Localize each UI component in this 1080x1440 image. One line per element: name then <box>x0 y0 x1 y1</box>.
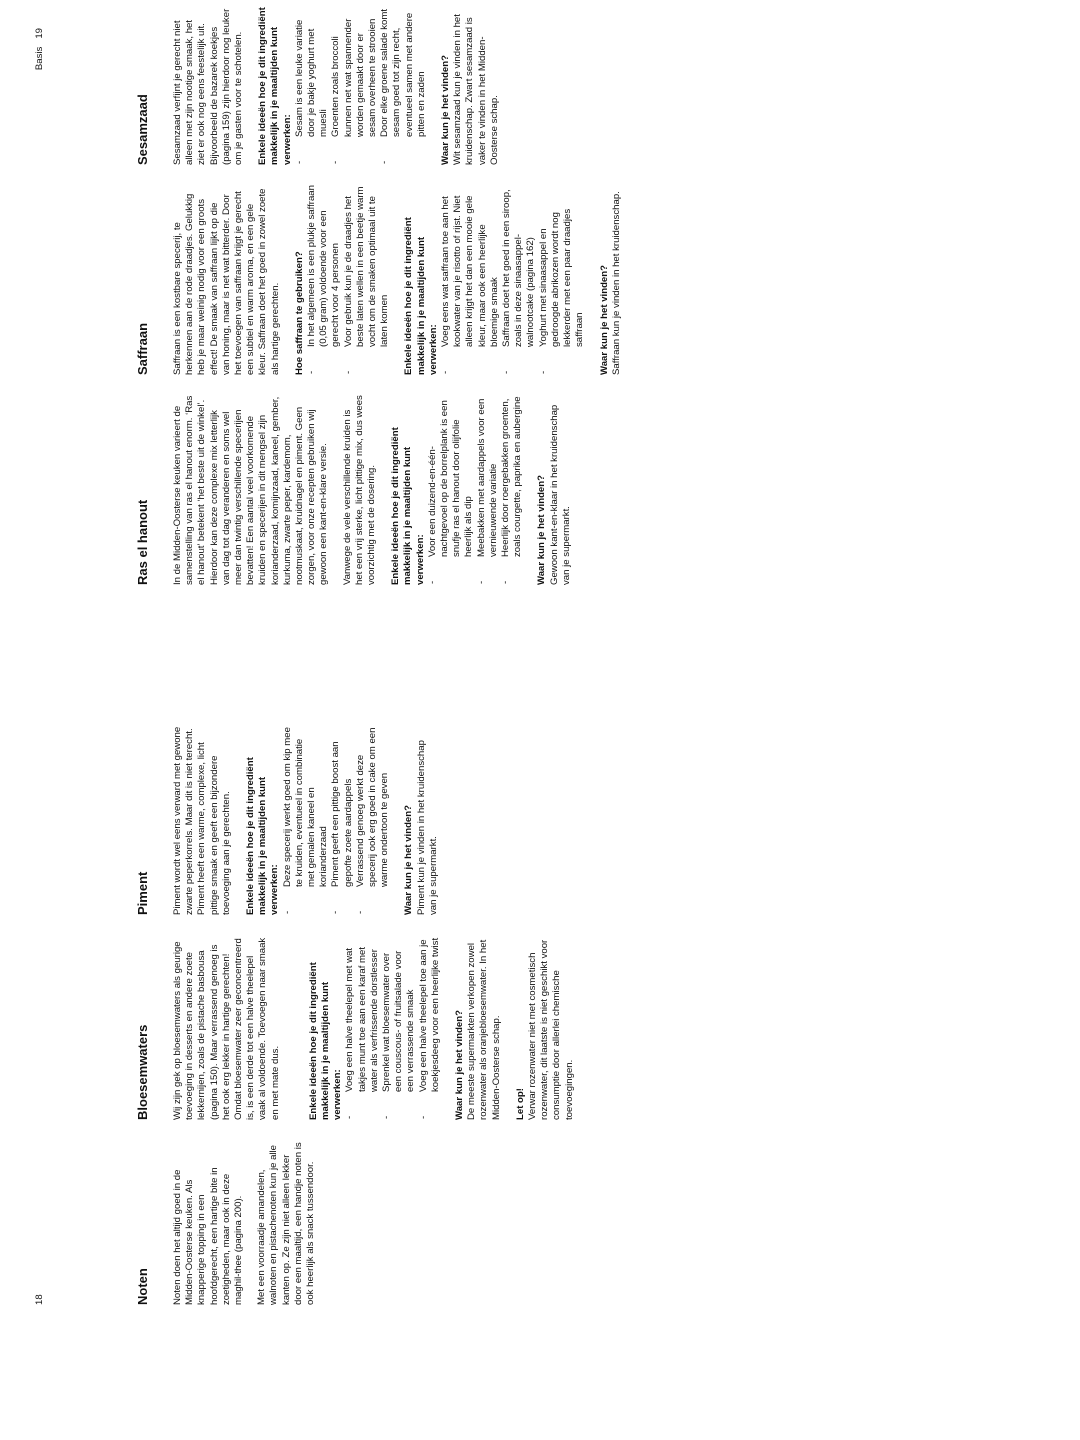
where-heading: Waar kun je het vinden? <box>454 1010 466 1120</box>
list-item: - Heerlijk door roergebakken groenten, zoals courgette, paprika en aubergine <box>500 395 524 585</box>
paragraph: In de Midden-Oosterse keuken varieert de samenstelling van ras el hanout enorm. ‘Ras el hanout’ betekent ‘het beste uit de winkel’. Hierdoor kan deze complexe mix letterlijk van dag tot dag veranderen en soms wel meer dan twintig verschillende specerijen bevatten! Een aantal veel voorkomende kruiden en specerijen in dit mengsel zijn korianderzaad, komijnzaad, kaneel, gember, kurkuma, zwarte peper, kardemom, nootmuskaat, kruidnagel en piment. Geen zorgen, voor onze recepten gebruiken wij gewoon een kant-en-klare versie. <box>172 395 330 585</box>
note-heading: Let op! <box>514 1088 526 1120</box>
list-item: - Door elke groene salade komt sesam goed tot zijn recht, eventueel samen met andere pitten en zaden <box>379 5 428 165</box>
ideas-list <box>294 5 428 165</box>
list-item: - Voeg eens wat saffraan toe aan het kookwater van je risotto of rijst. Niet alleen krijgt het dan een mooie gele kleur, maar ook een heerlijke bloemige smaak <box>440 185 501 375</box>
column-noten <box>135 1140 328 1305</box>
list-item: - In het algemeen is een plukje saffraan (0,05 gram) voldoende voor een gerecht voor 4 personen <box>306 185 343 375</box>
where-heading: Waar kun je het vinden? <box>403 805 415 915</box>
left-page <box>0 720 1080 1440</box>
ideas-list <box>344 935 442 1120</box>
ideas-list <box>282 725 392 915</box>
list-item: - Sesam is een leuke variatie door je bakje yoghurt met muesli <box>294 5 331 165</box>
ideas-heading: Enkele ideeën hoe je dit ingrediënt makkelijk in je maaltijden kunt verwerken: <box>245 757 281 915</box>
ideas-list <box>440 185 586 375</box>
list-item: - Voor een duizend-en-één-nachtgevoel op de borrelplank is een snufje ras el hanout door olijfolie heerlijk als dip <box>427 395 476 585</box>
page-number-right: 19 <box>34 28 45 39</box>
where-text: Wit sesamzaad kun je vinden in het kruidenschap. Zwart sesamzaad is vaker te vinden in het Midden-Oosterse schap. <box>452 14 500 165</box>
ideas-list <box>427 395 525 585</box>
running-head-label: Basis <box>34 46 45 71</box>
paragraph: Noten doen het altijd goed in de Midden-Oosterse keuken. Als knapperige topping in een hoofdgerecht, een hartige bite in zoetigheden, maar ook in deze maghil-thee (pagina 200). <box>172 1167 245 1305</box>
where-heading: Waar kun je het vinden? <box>440 55 452 165</box>
list-item: - Voeg een halve theelepel met wat takjes munt toe aan een karaf met water als verfrissende dorstlesser <box>344 935 381 1120</box>
paragraph: Sesamzaad verfijnt je gerecht niet alleen met zijn nootige smaak, het ziet er ook nog eens feestelijk uit. Bijvoorbeeld de bazarek koekjes (pagina 159) zijn hierdoor nog leuker om je gasten voor te schotelen. <box>172 8 245 165</box>
where-text: Saffraan kun je vinden in het kruidenschap. <box>610 191 622 375</box>
list-item: - Piment geeft een pittige boost aan gepofte zoete aardappels <box>330 725 354 915</box>
where-heading: Waar kun je het vinden? <box>536 475 548 585</box>
paragraph: Wij zijn gek op bloesemwaters als geurige toevoeging in desserts en andere zoete lekkernijen, zoals de pistache basbousa (pagina 150). Maar verrassend genoeg is het ook erg lekker in hartige gerechten! Omdat bloesemwater zeer geconcentreerd is, is een derde tot een halve theelepel vaak al voldoende. Toevoegen naar smaak en met mate dus. <box>172 937 281 1120</box>
paragraph: Vanwege de vele verschillende kruiden is het een vrij sterke, licht pittige mix, dus wees voorzichtig met de dosering. <box>341 395 378 585</box>
list-item: - Verrassend genoeg werkt deze specerij ook erg goed in cake om een warme ondertoon te geven <box>355 725 392 915</box>
list-item: - Saffraan doet het goed in een siroop, zoals in deze sinaasappel-walnootcake (pagina 162) <box>501 185 538 375</box>
column-title: Sesamzaad <box>135 94 150 165</box>
where-text: De meeste supermarkten verkopen zowel rozenwater als oranjebloesemwater. In het Midden-Oosterse schap. <box>466 939 502 1120</box>
list-item: - Yoghurt met sinaasappel en gedroogde abrikozen wordt nog lekkerder met een paar draadjes saffraan <box>538 185 587 375</box>
ideas-heading: Enkele ideeën hoe je dit ingrediënt makkelijk in je maaltijden kunt verwerken: <box>390 427 426 585</box>
list-item: - Meebakken met aardappels voor een vernieuwende variatie <box>476 395 500 585</box>
paragraph: Met een voorraadje amandelen, walnoten en pistachenoten kun je alle kanten op. Ze zijn niet alleen lekker door een maaltijd, een handje noten is ook heerlijk als snack tussendoor. <box>256 1142 317 1305</box>
page-number-left: 18 <box>34 1294 45 1305</box>
column-title: Noten <box>135 1268 150 1305</box>
list-item: - Deze specerij werkt goed om kip mee te kruiden, eventueel in combinatie met gemalen kaneel en korianderzaad <box>282 725 331 915</box>
list-item: - Voeg een halve theelepel toe aan je koekjesdeeg voor een heerlijke twist <box>418 935 442 1120</box>
list-item: - Groenten zoals broccoli kunnen net wat spannender worden gemaakt door er sesam overheen te strooien <box>330 5 379 165</box>
list-item: - Voor gebruik kun je de draadjes het beste laten wellen in een beetje warm vocht om de smaken optimaal uit te laten komen <box>343 185 392 375</box>
where-text: Gewoon kant-en-klaar in het kruidenschap van je supermarkt. <box>548 404 572 585</box>
column-sesamzaad <box>135 5 501 165</box>
where-text: Piment kun je vinden in het kruidenschap van je supermarkt. <box>415 740 439 915</box>
ideas-heading: Enkele ideeën hoe je dit ingrediënt makkelijk in je maaltijden kunt verwerken: <box>307 962 344 1120</box>
column-title: Bloesemwaters <box>135 1024 150 1120</box>
column-saffraan <box>135 185 623 375</box>
howto-list <box>306 185 391 375</box>
where-heading: Waar kun je het vinden? <box>598 265 610 375</box>
list-item: - Sprenkel wat bloesemwater over een couscous- of fruitsalade voor een verrassende smaak <box>381 935 418 1120</box>
paragraph: Saffraan is een kostbare specerij, te herkennen aan de rode draadjes. Gelukkig heb je maar weinig nodig voor een groots effect! De smaak van saffraan lijkt op die van honing, maar is net wat bitterder. Door het toevoegen van saffraan krijgt je gerecht een subtiel en warm aroma, en een gele kleur. Saffraan doet het goed in zowel zoete als hartige gerechten. <box>172 188 281 375</box>
column-ras-el-hanout <box>135 395 573 585</box>
running-head <box>34 28 45 70</box>
column-title: Saffraan <box>135 322 150 375</box>
column-piment <box>135 725 440 915</box>
ideas-heading: Enkele ideeën hoe je dit ingrediënt makkelijk in je maaltijden kunt verwerken: <box>257 7 293 165</box>
column-bloesemwaters <box>135 935 576 1120</box>
paragraph: Piment wordt wel eens verward met gewone zwarte peperkorrels. Maar dit is niet terecht. Piment heeft een warme, complexe, licht pittige smaak en geeft een bijzondere toevoeging aan je gerechten. <box>172 726 232 915</box>
column-title: Ras el hanout <box>135 499 150 585</box>
howto-heading: Hoe saffraan te gebruiken? <box>293 251 305 375</box>
column-title: Piment <box>135 871 150 915</box>
note-text: Verwar rozenwater niet met cosmetisch rozenwater, dit laatste is niet geschikt voor consumptie door allerlei chemische toevoegingen. <box>527 939 575 1120</box>
ideas-heading: Enkele ideeën hoe je dit ingrediënt makkelijk in je maaltijden kunt verwerken: <box>403 217 439 375</box>
